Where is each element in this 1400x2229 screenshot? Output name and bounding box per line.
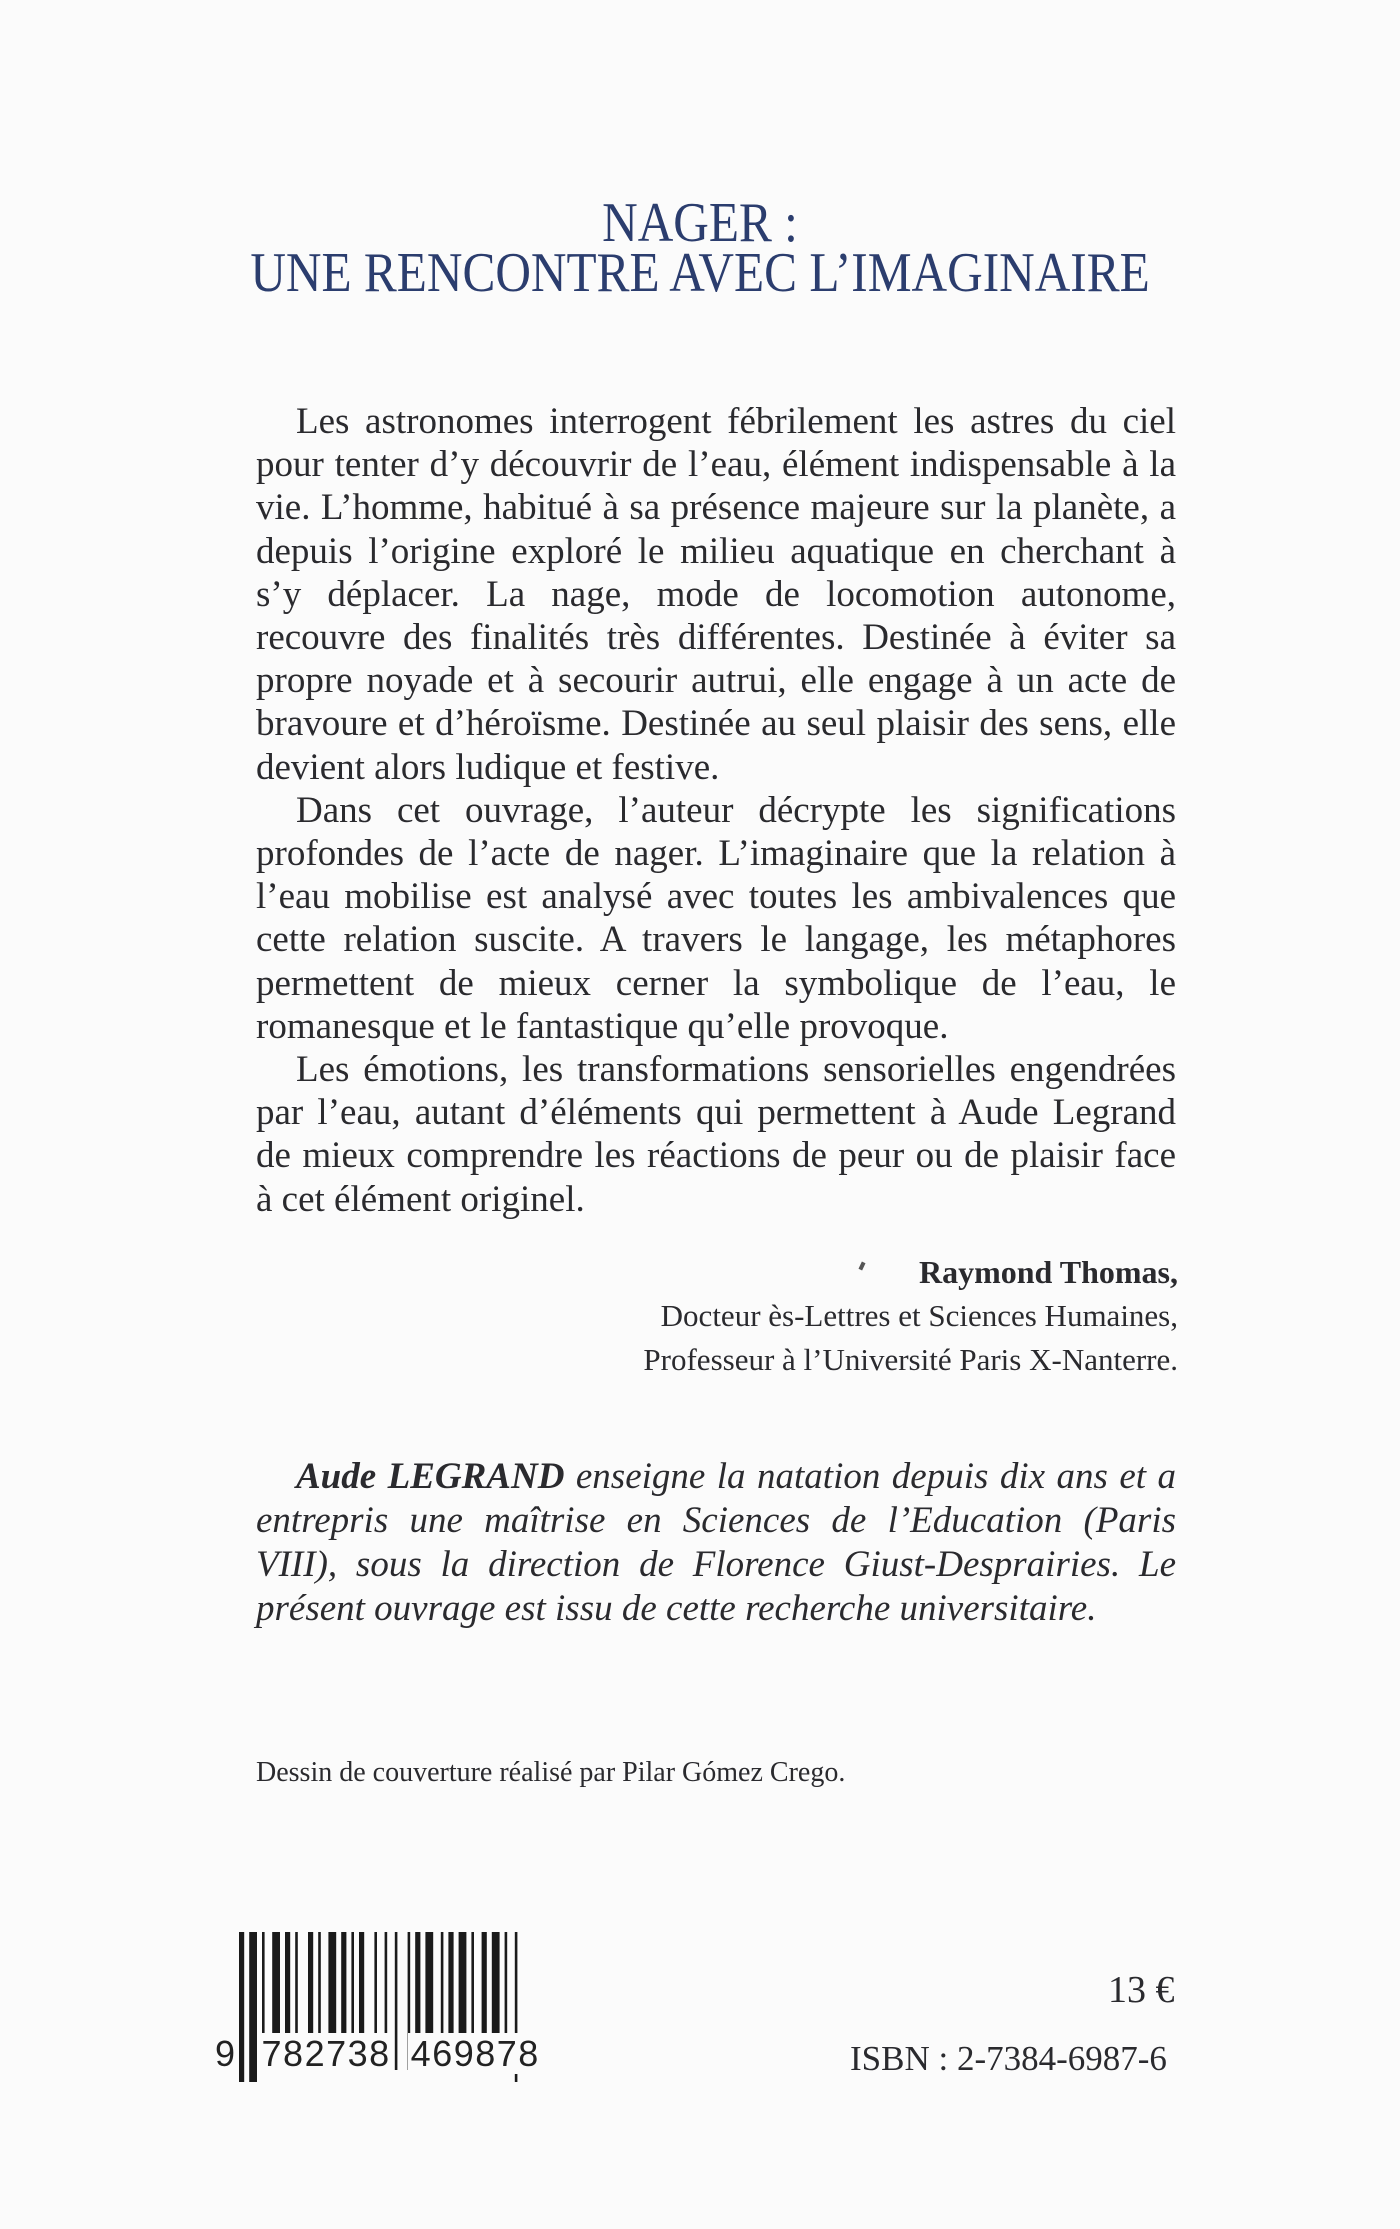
book-title-line-2: UNE RENCONTRE AVEC L’IMAGINAIRE [250, 242, 1150, 304]
bio-author-name: Aude LEGRAND [296, 1456, 565, 1497]
signature-block [643, 1250, 1178, 1382]
blurb-text [256, 400, 1176, 1221]
isbn: ISBN : 2-7384-6987-6 [850, 2039, 1167, 2078]
blurb-paragraph-1: Les astronomes interrogent fébrilement les astres du ciel pour tenter d’y découvrir de l’eau, élément indispensable à la vie. L’homme, habitué à sa présence majeure sur la planète, a depuis l’origine exploré le milieu aquatique en cherchant à s’y déplacer. La nage, mode de locomotion autonome, recouvre des finalités très différentes. Destinée à éviter sa propre noyade et à secourir autrui, elle engage à un acte de bravoure et d’héroïsme. Destinée au seul plaisir des sens, elle devient alors ludique et festive. [256, 401, 1176, 788]
barcode-group-1: 782738 [259, 2033, 394, 2074]
barcode-number [215, 2033, 595, 2075]
signature-title-2: Professeur à l’Université Paris X-Nanterre. [643, 1342, 1178, 1377]
signature-name: Raymond Thomas, [918, 1254, 1178, 1290]
bio-text: enseigne la natation depuis dix ans et a entrepris une maîtrise en Sciences de l’Education (Paris VIII), sous la direction de Florence Giust-Desprairies. Le présent ouvrage est issu de cette recherche universitaire. [256, 1456, 1176, 1629]
blurb-paragraph-2: Dans cet ouvrage, l’auteur décrypte les significations profondes de l’acte de nager. L’imaginaire que la relation à l’eau mobilise est analysé avec toutes les ambivalences que cette relation suscite. A travers le langage, les métaphores permettent de mieux cerner la symbolique de l’eau, le romanesque et le fantastique qu’elle provoque. [256, 789, 1176, 1047]
blurb-paragraph-3: Les émotions, les transformations sensorielles engendrées par l’eau, autant d’éléments qui permettent à Aude Legrand de mieux comprendre les réactions de peur ou de plaisir face à cet élément originel. [256, 1049, 1176, 1220]
author-bio [256, 1455, 1176, 1631]
book-title-line-1: NAGER : [602, 192, 798, 254]
barcode-lead-digit: 9 [215, 2033, 237, 2074]
cover-credit: Dessin de couverture réalisé par Pilar Gómez Crego. [256, 1757, 846, 1788]
barcode-group-2: 469878 [408, 2033, 543, 2074]
price: 13 € [1108, 1969, 1175, 2011]
signature-title-1: Docteur ès-Lettres et Sciences Humaines, [660, 1298, 1178, 1333]
